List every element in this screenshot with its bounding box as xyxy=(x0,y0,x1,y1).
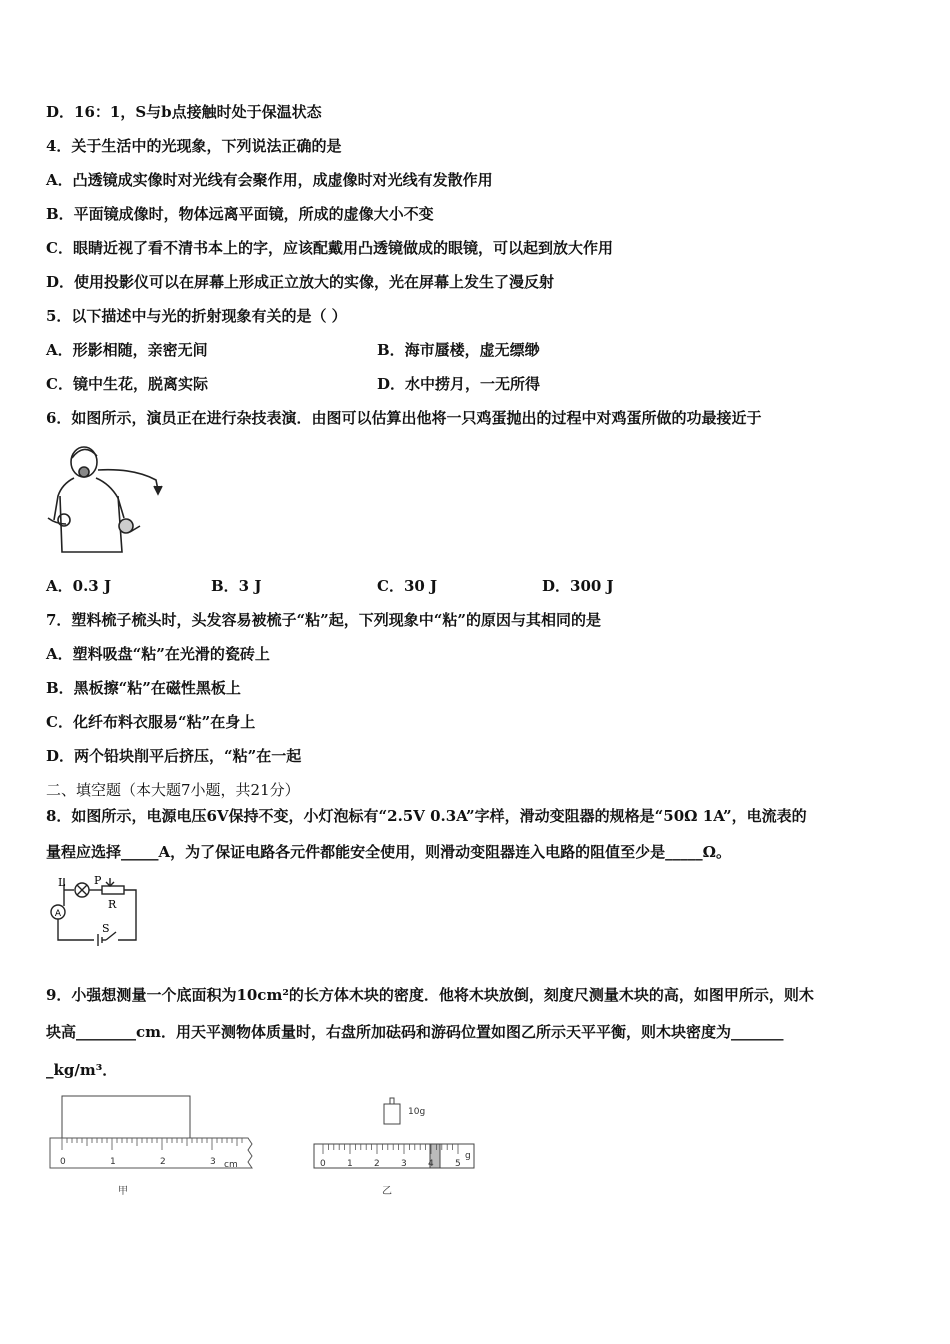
q9-line3: _kg/m³． xyxy=(46,1061,118,1079)
circuit-label-s: S xyxy=(102,922,110,935)
q3-option-d: D．16：1，S与b点接触时处于保温状态 xyxy=(46,103,322,121)
q6-option-d: D．300 J xyxy=(542,577,614,595)
wood-block xyxy=(62,1096,190,1138)
ruler-figure xyxy=(48,1094,258,1174)
section2-heading: 二、填空题（本大题7小题，共21分） xyxy=(46,781,300,799)
q5-option-d: D．水中捞月，一无所得 xyxy=(377,375,541,393)
q6-option-a: A．0.3 J xyxy=(46,577,112,595)
ruler-label-1: 1 xyxy=(110,1157,116,1167)
q4-option-c: C．眼睛近视了看不清书本上的字，应该配戴用凸透镜做成的眼镜，可以起到放大作用 xyxy=(46,239,613,257)
q4-option-b: B．平面镜成像时，物体远离平面镜，所成的虚像大小不变 xyxy=(46,205,434,223)
balance-label-5: 5 xyxy=(455,1159,461,1169)
q7-stem: 7．塑料梳子梳头时，头发容易被梳子“粘”起，下列现象中“粘”的原因与其相同的是 xyxy=(46,611,601,629)
circuit-label-a: A xyxy=(54,909,62,919)
q5-option-a: A．形影相随，亲密无间 xyxy=(46,341,208,359)
q4-option-d: D．使用投影仪可以在屏幕上形成正立放大的实像，光在屏幕上发生了漫反射 xyxy=(46,273,555,291)
circuit-label-r: R xyxy=(108,898,117,911)
ruler-label-2: 2 xyxy=(160,1157,166,1167)
balance-label-0: 0 xyxy=(320,1159,326,1169)
balance-label-4: 4 xyxy=(428,1159,434,1169)
q5-option-c: C．镜中生花，脱离实际 xyxy=(46,375,208,393)
circuit-label-p: P xyxy=(94,874,102,887)
q4-stem: 4．关于生活中的光现象，下列说法正确的是 xyxy=(46,137,342,155)
circuit-label-l: L xyxy=(58,876,66,889)
balance-label-3: 3 xyxy=(401,1159,407,1169)
q9-line2: 块高________cm．用天平测物体质量时，右盘所加砝码和游码位置如图乙所示天平平衡，则木块密度为_______ xyxy=(46,1023,784,1041)
ruler-label-0: 0 xyxy=(60,1157,66,1167)
q5-stem: 5．以下描述中与光的折射现象有关的是（ ） xyxy=(46,307,347,325)
q6-option-b: B．3 J xyxy=(211,577,262,595)
ruler-unit: cm xyxy=(224,1160,238,1170)
balance-label-1: 1 xyxy=(347,1159,353,1169)
q8-line1: 8．如图所示，电源电压6V保持不变，小灯泡标有“2.5V 0.3A”字样，滑动变阻器的规格是“50Ω 1A”，电流表的 xyxy=(46,807,807,825)
q6-stem: 6．如图所示，演员正在进行杂技表演．由图可以估算出他将一只鸡蛋抛出的过程中对鸡蛋所做的功最接近于 xyxy=(46,409,762,427)
balance-caption: 乙 xyxy=(382,1186,392,1197)
q8-line2: 量程应选择_____A，为了保证电路各元件都能安全使用，则滑动变阻器连入电路的阻值至少是_____Ω。 xyxy=(46,843,731,861)
q4-option-a: A．凸透镜成实像时对光线有会聚作用，成虚像时对光线有发散作用 xyxy=(46,171,493,189)
q9-line1: 9．小强想测量一个底面积为10cm²的长方体木块的密度．他将木块放倒，刻度尺测量木块的高，如图甲所示，则木 xyxy=(46,986,814,1004)
balance-figure xyxy=(310,1094,480,1174)
q5-option-b: B．海市蜃楼，虚无缥缈 xyxy=(377,341,540,359)
juggler-figure xyxy=(44,440,168,558)
q7-option-d: D．两个铅块削平后挤压，“粘”在一起 xyxy=(46,747,302,765)
q7-option-b: B．黑板擦“粘”在磁性黑板上 xyxy=(46,679,241,697)
beam-scale xyxy=(314,1144,474,1168)
q7-option-c: C．化纤布料衣服易“粘”在身上 xyxy=(46,713,256,731)
q6-option-c: C．30 J xyxy=(377,577,438,595)
circuit-diagram xyxy=(44,872,144,948)
balance-label-2: 2 xyxy=(374,1159,380,1169)
balance-unit: g xyxy=(465,1151,471,1161)
ruler-label-3: 3 xyxy=(210,1157,216,1167)
q7-option-a: A．塑料吸盘“粘”在光滑的瓷砖上 xyxy=(46,645,270,663)
weight-label: 10g xyxy=(408,1107,426,1117)
weight-10g xyxy=(384,1104,400,1124)
ruler-caption: 甲 xyxy=(118,1186,128,1197)
